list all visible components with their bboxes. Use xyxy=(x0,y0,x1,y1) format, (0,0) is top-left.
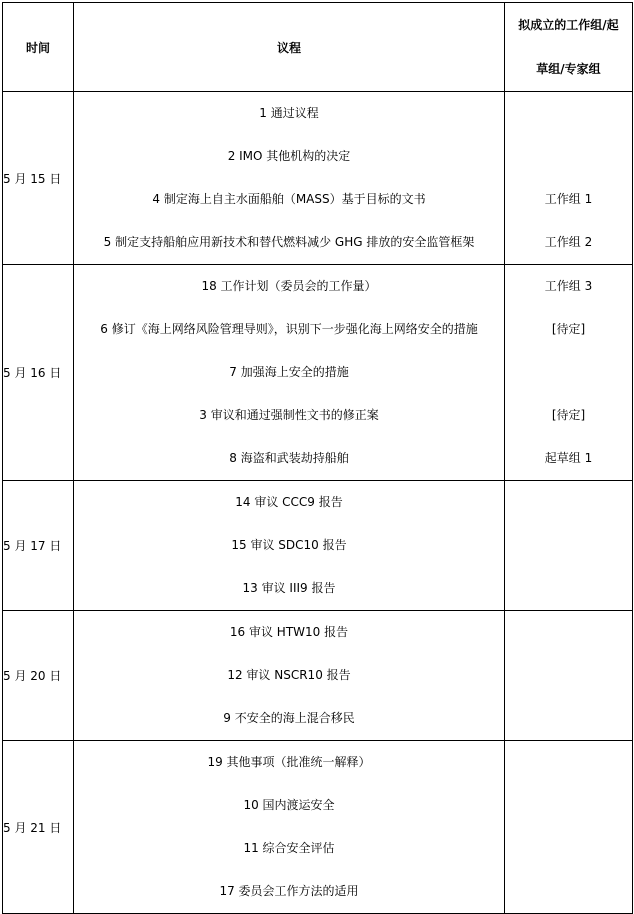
date-cell: 5 月 17 日 xyxy=(3,481,74,611)
group-entry: 工作组 1 xyxy=(544,192,593,206)
group-entry xyxy=(505,611,632,654)
agenda-item: 13 审议 III9 报告 xyxy=(242,581,336,595)
group-entry xyxy=(505,92,632,135)
agenda-item: 12 审议 NSCR10 报告 xyxy=(227,668,351,682)
table-row xyxy=(3,481,633,611)
group-cell xyxy=(505,265,633,481)
group-entry xyxy=(505,827,632,870)
agenda-item: 10 国内渡运安全 xyxy=(243,798,335,812)
date-cell: 5 月 15 日 xyxy=(3,92,74,265)
header-group-line1: 拟成立的工作组/起 xyxy=(518,18,619,32)
agenda-item: 3 审议和通过强制性文书的修正案 xyxy=(199,408,379,422)
date-cell: 5 月 21 日 xyxy=(3,741,74,914)
header-row xyxy=(3,3,633,92)
group-entry: 工作组 3 xyxy=(544,279,593,293)
group-entry xyxy=(505,481,632,524)
agenda-item: 17 委员会工作方法的适用 xyxy=(219,884,359,898)
agenda-item: 19 其他事项（批准统一解释） xyxy=(207,755,371,769)
group-cell xyxy=(505,741,633,914)
agenda-items-cell xyxy=(74,741,505,914)
agenda-item: 6 修订《海上网络风险管理导则》，识别下一步强化海上网络安全的措施 xyxy=(100,322,478,336)
agenda-item: 9 不安全的海上混合移民 xyxy=(223,711,355,725)
group-entry xyxy=(505,697,632,740)
group-entry xyxy=(505,654,632,697)
agenda-item: 1 通过议程 xyxy=(259,106,319,120)
group-cell xyxy=(505,611,633,741)
agenda-item: 18 工作计划（委员会的工作量） xyxy=(201,279,377,293)
agenda-item: 7 加强海上安全的措施 xyxy=(229,365,349,379)
table-row xyxy=(3,265,633,481)
agenda-item: 15 审议 SDC10 报告 xyxy=(231,538,347,552)
agenda-item: 5 制定支持船舶应用新技术和替代燃料减少 GHG 排放的安全监管框架 xyxy=(103,235,475,249)
header-date: 时间 xyxy=(3,3,74,92)
group-entry: 工作组 2 xyxy=(544,235,593,249)
group-cell xyxy=(505,92,633,265)
group-entry: [待定] xyxy=(551,322,586,336)
group-entry: [待定] xyxy=(551,408,586,422)
group-entry xyxy=(505,741,632,784)
agenda-items-cell xyxy=(74,481,505,611)
group-entry xyxy=(505,524,632,567)
table-row xyxy=(3,611,633,741)
date-cell: 5 月 20 日 xyxy=(3,611,74,741)
agenda-items-cell xyxy=(74,265,505,481)
agenda-item: 14 审议 CCC9 报告 xyxy=(235,495,343,509)
group-entry: 起草组 1 xyxy=(544,451,593,465)
agenda-item: 2 IMO 其他机构的决定 xyxy=(227,149,351,163)
group-entry xyxy=(505,784,632,827)
table-row xyxy=(3,92,633,265)
agenda-table xyxy=(2,2,633,914)
group-entry xyxy=(505,567,632,610)
header-group xyxy=(505,3,633,92)
group-entry xyxy=(505,351,632,394)
group-entry xyxy=(505,135,632,178)
agenda-items-cell xyxy=(74,611,505,741)
table-row xyxy=(3,741,633,914)
agenda-item: 8 海盗和武装劫持船舶 xyxy=(229,451,349,465)
group-cell xyxy=(505,481,633,611)
agenda-item: 11 综合安全评估 xyxy=(243,841,335,855)
header-agenda: 议程 xyxy=(74,3,505,92)
header-group-line2: 草组/专家组 xyxy=(536,62,601,76)
agenda-items-cell xyxy=(74,92,505,265)
date-cell: 5 月 16 日 xyxy=(3,265,74,481)
agenda-item: 16 审议 HTW10 报告 xyxy=(229,625,349,639)
agenda-item: 4 制定海上自主水面船舶（MASS）基于目标的文书 xyxy=(152,192,426,206)
